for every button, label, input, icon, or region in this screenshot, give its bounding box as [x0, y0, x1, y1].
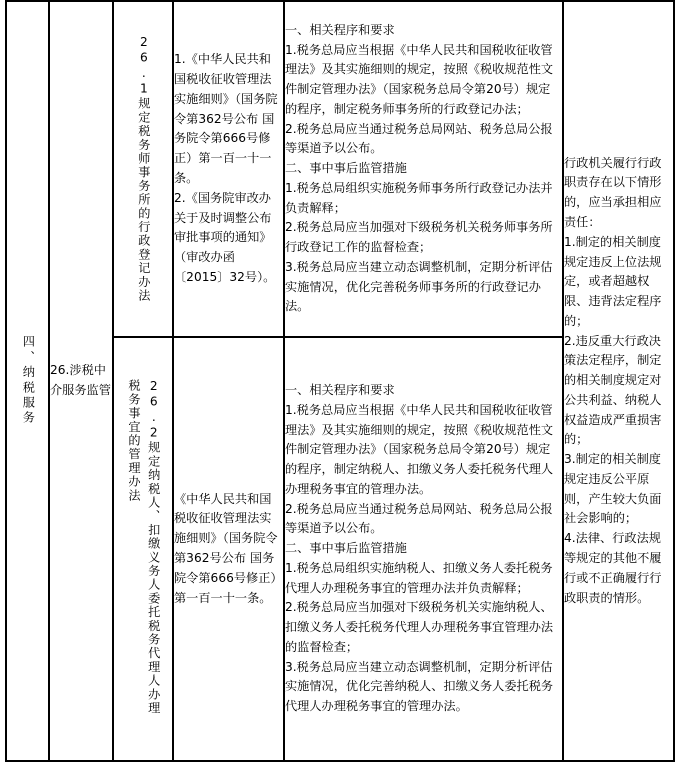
- table-row: [6, 1, 674, 337]
- legal-basis-text: 1.《中华人民共和国税收征收管理法实施细则》（国务院令第362号公布 国务院令第666号修正）第一百一十一条。 2.《国务院审改办关于及时调整公布审批事项的通知》（审改办函〔2015〕32号）。: [174, 52, 278, 284]
- cell-procedure-26-2: [284, 337, 563, 761]
- accountability-text: 行政机关履行行政职责存在以下情形 的，应当承担相应责任： 1.制定的相关制度规定违反上位法规 定，或者超越权限、违背法定程序的； 2.违反重大行政决策法定程序，制定的相关制度规定对公共利益、纳税人权益造成严重损害的； 3.制定的相关制度规定违反公平原则，产生较大负面社会影响的； 4.法律、行政法规等规定的其他不履行或不正确履行行政职责的情形。: [564, 155, 662, 605]
- procedure-text: 一、相关程序和要求 1.税务总局应当根据《中华人民共和国税收征收管理法》及其实施细则的规定，按照《税收规范性文件制定管理办法》（国家税务总局令第20号）规定的程序，制定纳税人、扣缴义务人委托税务代理人办理税务事宜的管理办法。 2.税务总局应当通过税务总局网站、税务总局公报等渠道予以公布。 二、事中事后监管措施 1.税务总局组织实施纳税人、扣缴义务人委托税务代理人办理税务事宜的管理办法并负责解释； 2.税务总局应当加强对下级税务机关实施纳税人、扣缴义务人委托税务代理人办理税务事宜管理办法的监督检查； 3.税务总局应当建立动态调整机制，定期分析评估实施情况，优化完善纳税人、扣缴义务人委托税务代理人办理税务事宜的管理办法。: [285, 382, 554, 714]
- power-responsibility-table: [5, 0, 675, 762]
- item-text: 26.涉税中介服务监管: [50, 363, 111, 397]
- cell-accountability: [563, 1, 674, 761]
- cell-item: [49, 1, 113, 761]
- cell-category: [6, 1, 49, 761]
- procedure-text: 一、相关程序和要求 1.税务总局应当根据《中华人民共和国税收征收管理法》及其实施细则的规定，按照《税收规范性文件制定管理办法》（国家税务总局令第20号）规定的程序，制定税务师事务所的行政登记办法； 2.税务总局应当通过税务总局网站、税务总局公报等渠道予以公布。 二、事中事后监管措施 1.税务总局组织实施税务师事务所行政登记办法并负责解释； 2.税务总局应当加强对下级税务机关税务师事务所行政登记工作的监督检查； 3.税务总局应当建立动态调整机制，定期分析评估实施情况，优化完善税务师事务所的行政登记办法。: [285, 22, 554, 314]
- power-text: 26.2规定纳税人、扣缴义务人委托税务代理人办理税务事宜的管理办法: [127, 379, 161, 715]
- category-text: 四、纳税服务: [21, 335, 36, 427]
- legal-basis-text: 《中华人民共和国税收征收管理法实施细则》（国务院令第362号公布 国务院令第666号修正）第一百一十一条。: [174, 491, 283, 605]
- power-text: 26.1规定税务师事务所的行政登记办法: [136, 35, 151, 303]
- cell-legal-basis-26-1: [173, 1, 284, 337]
- cell-power-26-2: [113, 337, 173, 761]
- cell-legal-basis-26-2: [173, 337, 284, 761]
- cell-procedure-26-1: [284, 1, 563, 337]
- cell-power-26-1: [113, 1, 173, 337]
